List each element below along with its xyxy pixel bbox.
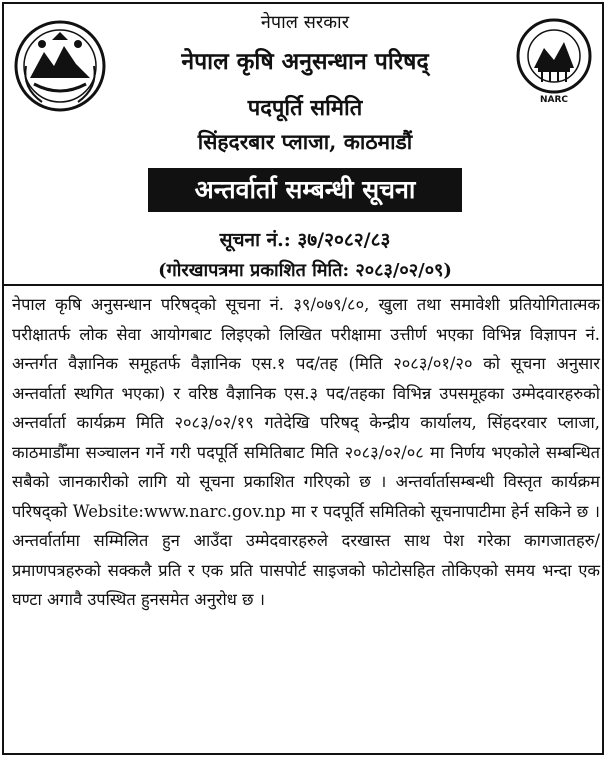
- divider: [4, 284, 602, 286]
- address: सिंहदरबार प्लाजा, काठमाडौं: [197, 129, 413, 154]
- committee-name: पदपूर्ति समिति: [247, 95, 363, 121]
- government-name: नेपाल सरकार: [260, 12, 350, 33]
- published-date: (गोरखापत्रमा प्रकाशित मिति: २०८३/०२/०९): [158, 260, 452, 281]
- notice-body: नेपाल कृषि अनुसन्धान परिषद्को सूचना नं. ३९/०७९/८०, खुला तथा समावेशी प्रतियोगितात्मक परीक्षातर्फ लोक सेवा आयोगबाट लिइएको लिखित परीक्षामा उत्तीर्ण भएका विभिन्न विज्ञापन नं. अन्तर्गत वैज्ञानिक समूहतर्फ वैज्ञानिक एस.१ पद/तह (मिति २०८३/०१/२० को सूचना अनुसार अन्तर्वार्ता स्थगित भएका) र वरिष्ठ वैज्ञानिक एस.३ पद/तहका विभिन्न उपसमूहका उम्मेदवारहरुको अन्तर्वार्ता कार्यक्रम मिति २०८३/०२/१९ गतेदेखि परिषद् केन्द्रीय कार्यालय, सिंहदरवार प्लाजा, काठमाडौँमा सञ्चालन गर्ने गरी पदपूर्ति समितिबाट मिति २०८३/०२/०८ मा निर्णय भएकोले सम्बन्धित सबैको जानकारीको लागि यो सूचना प्रकाशित गरिएको छ । अन्तर्वार्तासम्बन्धी विस्तृत कार्यक्रम परिषद्को Website:www.narc.gov.np मा र पदपूर्ति समितिको सूचनापाटीमा हेर्न सकिने छ । अन्तर्वार्तामा सम्मिलित हुन आउँदा उम्मेदवारहरुले दरखास्त साथ पेश गरेका कागजातहरु/प्रमाणपत्रहरुको सक्कलै प्रति र एक प्रति पासपोर्ट साइजको फोटोसहित तोकिएको समय भन्दा एक घण्टा अगावै उपस्थित हुनसमेत अनुरोध छ ।: [12, 295, 600, 609]
- organization-name: नेपाल कृषि अनुसन्धान परिषद्: [181, 48, 429, 75]
- narc-caption: NARC: [539, 95, 569, 104]
- notice-title: अन्तर्वार्ता सम्बन्धी सूचना: [148, 168, 462, 212]
- notice-number: सूचना नं.: ३७/२०८२/८३: [219, 229, 391, 251]
